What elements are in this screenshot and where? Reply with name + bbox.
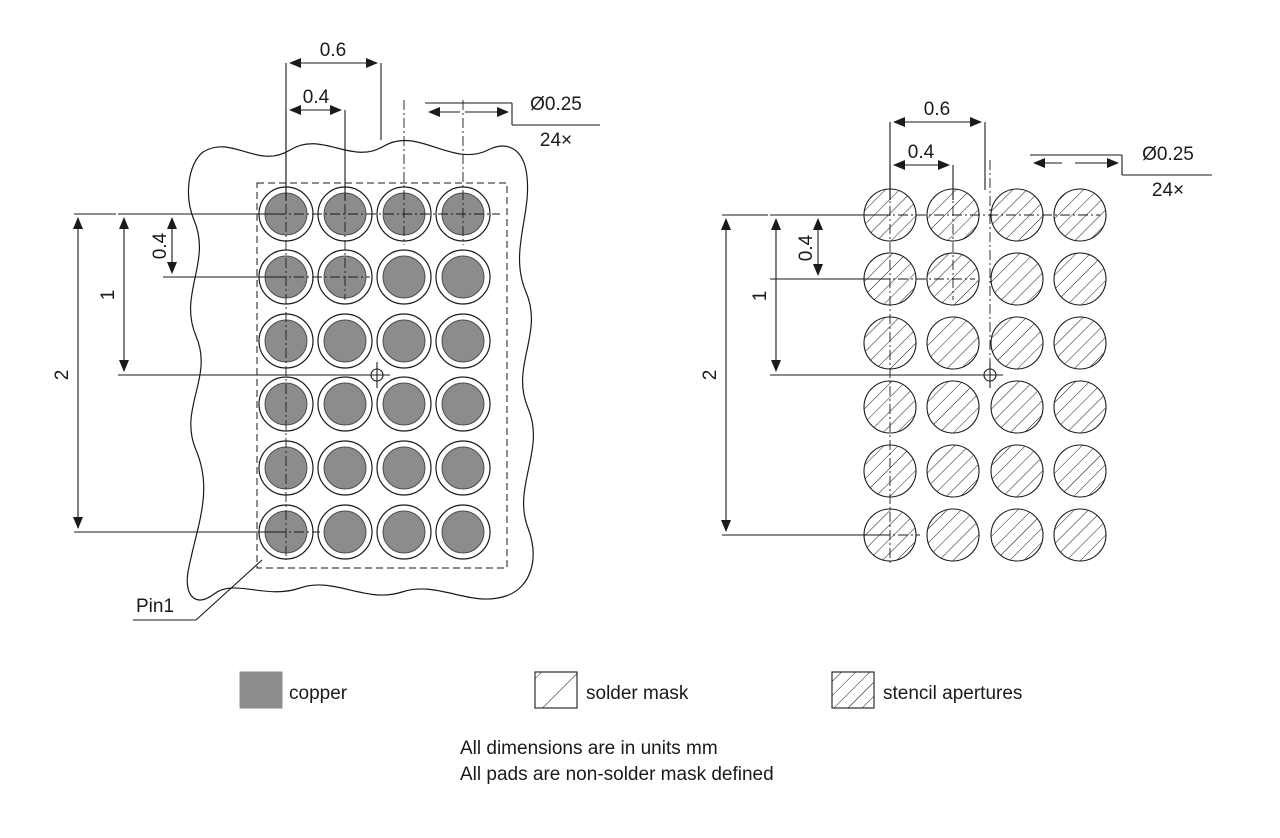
- legend-label-solder-mask: solder mask: [586, 683, 689, 704]
- pad: [377, 250, 431, 304]
- dim-pad-diameter-right: [1030, 144, 1212, 201]
- dim-1-left-vertical-label: 1: [98, 289, 119, 301]
- aperture: [927, 381, 979, 433]
- dim-pitch-x-outer-right: [890, 99, 985, 200]
- dim-0p6-top-left-label: 0.6: [319, 40, 347, 61]
- dim-0p4-top-right-label: 0.4: [907, 142, 935, 163]
- aperture: [1054, 317, 1106, 369]
- legend-item-copper: [240, 672, 348, 708]
- pad: [377, 505, 431, 559]
- pad: [259, 314, 313, 368]
- aperture: [1054, 381, 1106, 433]
- right-view-group: [700, 99, 1212, 565]
- pad: [436, 377, 490, 431]
- aperture: [927, 317, 979, 369]
- pin1-leader: [133, 560, 262, 620]
- dim-pitch-x-outer-left: [286, 40, 381, 200]
- dim-0p4-left-vertical-label: 0.4: [150, 232, 171, 260]
- pad: [377, 441, 431, 495]
- pin1-label: Pin1: [136, 596, 175, 617]
- dim-pad-dia-left-label: Ø0.25: [530, 94, 582, 115]
- dim-span-y-outer-left: [52, 214, 284, 532]
- dim-pad-count-right-label: 24×: [1151, 180, 1185, 201]
- aperture: [991, 317, 1043, 369]
- legend-swatch-copper: [240, 672, 282, 708]
- dim-2-left-vertical-label: 2: [52, 369, 73, 381]
- pad: [436, 441, 490, 495]
- legend-label-stencil-apertures: stencil apertures: [883, 683, 1023, 704]
- aperture: [927, 509, 979, 561]
- pad: [318, 377, 372, 431]
- legend-label-copper: copper: [289, 683, 348, 704]
- left-view-group: [52, 40, 600, 620]
- copper-pad-grid: [259, 187, 490, 559]
- dim-pad-diameter-left: [425, 94, 600, 151]
- dim-pitch-y-inner-left: [150, 214, 284, 277]
- legend: [240, 672, 1022, 708]
- dim-pad-count-left-label: 24×: [539, 130, 573, 151]
- pad: [259, 441, 313, 495]
- pad: [436, 250, 490, 304]
- dim-1-right-vertical-label: 1: [750, 290, 771, 302]
- dim-2-right-vertical-label: 2: [700, 369, 721, 381]
- aperture: [1054, 509, 1106, 561]
- aperture: [991, 189, 1043, 241]
- legend-swatch-stencil-apertures: [832, 672, 874, 708]
- pad: [436, 505, 490, 559]
- legend-swatch-solder-mask: [535, 672, 577, 708]
- dim-0p4-top-left-label: 0.4: [302, 87, 330, 108]
- aperture: [864, 317, 916, 369]
- aperture: [1054, 445, 1106, 497]
- aperture: [927, 445, 979, 497]
- aperture: [1054, 253, 1106, 305]
- aperture: [991, 509, 1043, 561]
- aperture: [991, 445, 1043, 497]
- legend-item-stencil-apertures: [832, 672, 1022, 708]
- pad: [377, 314, 431, 368]
- aperture: [991, 253, 1043, 305]
- pad: [318, 441, 372, 495]
- pad: [436, 314, 490, 368]
- legend-item-solder-mask: [535, 672, 689, 708]
- note-line-2: All pads are non-solder mask defined: [460, 764, 774, 785]
- pad: [318, 505, 372, 559]
- dim-0p6-top-right-label: 0.6: [923, 99, 951, 120]
- aperture: [991, 381, 1043, 433]
- note-line-1: All dimensions are in units mm: [460, 738, 718, 759]
- dim-pad-dia-right-label: Ø0.25: [1142, 144, 1194, 165]
- pad: [377, 377, 431, 431]
- notes: [460, 738, 774, 785]
- pad: [318, 314, 372, 368]
- dim-0p4-right-vertical-label: 0.4: [796, 234, 817, 262]
